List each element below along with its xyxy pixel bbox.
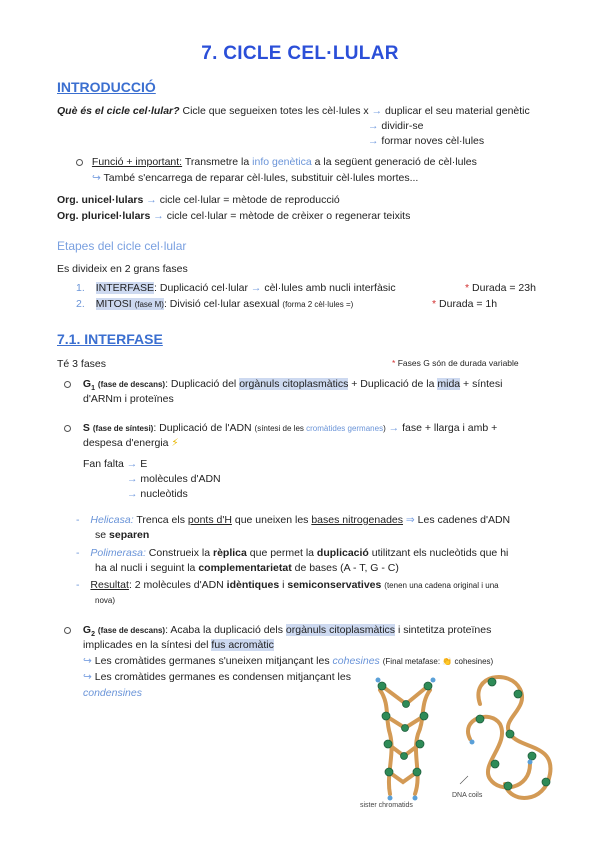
g1-text-c: + síntesi <box>463 378 503 390</box>
intro-item-row <box>368 119 423 133</box>
needs-label: Fan falta <box>83 458 124 470</box>
helicasa-underline: ponts d'H <box>187 514 232 526</box>
chromatid-node <box>402 725 409 732</box>
return-arrow-icon: ↪ <box>83 655 92 667</box>
dna-node <box>528 752 536 760</box>
question-label: Què és el cicle cel·lular? <box>57 105 180 117</box>
stages-intro: Es divideix en 2 grans fases <box>57 263 188 275</box>
s-small-note <box>255 424 386 433</box>
g2-line-4-text: Les cromàtides germanes es condensen mitjançant les <box>94 671 351 683</box>
function-text-end: a la següent generació de cèl·lules <box>314 156 477 168</box>
g2-text-b: i sintetitza proteïnes <box>397 624 492 636</box>
stage-text: : Duplicació cel·lular <box>154 282 248 294</box>
circle-bullet-icon <box>64 381 71 388</box>
stage-text: : Divisió cel·lular asexual <box>163 298 280 310</box>
function-also <box>92 171 418 185</box>
s-text: : Duplicació de l'ADN <box>153 422 252 434</box>
pluricellular-text: cicle cel·lular = mètode de crèixer o regenerar teixits <box>166 210 411 222</box>
needs-row <box>127 472 221 486</box>
needs-item: nucleòtids <box>140 488 188 500</box>
resultat-bold: idèntiques <box>226 579 280 591</box>
circle-bullet-icon <box>64 627 71 634</box>
dna-label-pointer <box>460 776 468 784</box>
unicellular-text: cicle cel·lular = mètode de reproducció <box>159 194 340 206</box>
g1-highlight: orgànuls citoplasmàtics <box>239 378 349 390</box>
polimerasa-label: Polimerasa: <box>90 547 146 559</box>
s-letter: S <box>82 422 90 434</box>
stage-result: cèl·lules amb nucli interfàsic <box>264 282 396 294</box>
dna-node <box>542 778 550 786</box>
dna-node <box>476 715 484 723</box>
s-line <box>64 421 497 436</box>
chromatid-node <box>385 768 393 776</box>
arrow-icon: → <box>127 488 138 500</box>
dna-coil-2 <box>468 717 530 788</box>
return-arrow-icon: ↪ <box>92 172 101 184</box>
polimerasa-bold-2: duplicació <box>316 547 369 559</box>
stages-heading: Etapes del cicle cel·lular <box>57 239 187 253</box>
resultat-text: : 2 molècules d'ADN <box>128 579 224 591</box>
asterisk-icon: * <box>465 282 470 294</box>
helicasa-line-2b: separen <box>109 529 150 541</box>
return-arrow-icon: ↪ <box>83 671 92 683</box>
arrow-icon: → <box>371 105 383 117</box>
function-also-text: També s'encarrega de reparar cèl·lules, substituir cèl·lules mortes... <box>103 172 419 184</box>
resultat-bold-2: semiconservatives <box>287 579 382 591</box>
dash-bullet-icon: - <box>76 514 80 526</box>
polimerasa-line <box>76 546 508 560</box>
g2-line-5: condensines <box>83 687 142 699</box>
arrow-icon: → <box>368 135 379 147</box>
dash-bullet-icon: - <box>76 547 80 559</box>
g1-letter: G <box>82 378 92 390</box>
chromatid-node <box>416 740 424 748</box>
sister-chromatids-label: sister chromatids <box>360 802 413 809</box>
g1-sub: 1 <box>91 385 95 393</box>
chromatid-node <box>424 682 432 690</box>
s-small-b: cromàtides germanes <box>306 424 384 433</box>
polimerasa-text-b: que permet la <box>249 547 314 559</box>
helicasa-text-c: Les cadenes d'ADN <box>417 514 511 526</box>
arrow-icon: → <box>388 422 400 434</box>
chromatid-tip <box>388 796 393 801</box>
resultat-text-b: i <box>282 579 285 591</box>
dna-tip <box>470 740 475 745</box>
dna-node <box>504 782 512 790</box>
g2-small: (fase de descans) <box>97 626 166 635</box>
arrow-icon: → <box>250 282 262 294</box>
resultat-line <box>76 578 499 593</box>
resultat-line-2: nova) <box>95 596 116 605</box>
function-text: Transmetre la <box>184 156 250 168</box>
arrow-icon: → <box>126 458 138 470</box>
chromatid-node <box>413 768 421 776</box>
stage-duration-1 <box>465 281 536 295</box>
g2-highlight: orgànuls citoplasmàtics <box>285 624 396 636</box>
polimerasa-line-2c: de bases (A - T, G - C) <box>294 562 399 574</box>
polimerasa-bold: rèplica <box>213 547 247 559</box>
stage-name-small: (fase M) <box>134 300 164 309</box>
g1-small: (fase de descans) <box>97 380 166 389</box>
s-label <box>83 422 153 434</box>
s-small-c: ) <box>383 424 386 433</box>
g2-line-2a: implicades en la síntesi del <box>83 639 209 651</box>
clapping-hands-icon: 👏 <box>442 657 453 666</box>
polimerasa-text-c: utilitzant els nucleòtids que hi <box>371 547 509 559</box>
lightning-icon: ⚡ <box>171 437 179 449</box>
g2-label <box>82 624 166 639</box>
needs-item: E <box>140 458 148 470</box>
intro-question <box>57 104 530 118</box>
g2-line-4 <box>83 670 351 684</box>
interfase-note <box>392 358 519 368</box>
circle-bullet-icon <box>76 159 83 166</box>
s-small-a: (síntesi de les <box>254 424 304 433</box>
g1-text-b: + Duplicació de la <box>351 378 435 390</box>
stage-duration: Durada = 23h <box>472 282 536 294</box>
dash-bullet-icon: - <box>76 579 80 591</box>
stage-name-box <box>96 298 164 310</box>
intro-item-row <box>368 134 484 148</box>
dna-node <box>491 760 499 768</box>
arrow-icon: → <box>127 473 138 485</box>
g2-line-2-highlight: fus acromàtic <box>211 639 274 651</box>
interfase-intro: Té 3 fases <box>57 358 107 370</box>
dna-node <box>506 730 514 738</box>
needs-line <box>83 457 147 471</box>
chromatid-node <box>382 712 390 720</box>
g2-text: : Acaba la duplicació dels <box>165 624 283 636</box>
dna-node <box>514 690 522 698</box>
stage-name: MITOSI <box>95 298 132 310</box>
function-label: Funció + important: <box>91 156 183 168</box>
chromatid-node <box>401 753 408 760</box>
needs-row <box>127 487 188 501</box>
polimerasa-text: Construeix la <box>148 547 211 559</box>
chromatid-node <box>384 740 392 748</box>
stage-duration-2 <box>432 297 497 311</box>
dna-coils-label: DNA coils <box>452 792 483 799</box>
function-highlight: info genètica <box>252 156 312 168</box>
chromatid-tip <box>376 678 381 683</box>
chromatid-tip <box>431 678 436 683</box>
unicellular-label: Org. unicel·lulars <box>57 194 144 206</box>
stage-number: 1. <box>76 282 85 294</box>
pluricellular-line <box>57 209 410 223</box>
helicasa-underline-2: bases nitrogenades <box>311 514 403 526</box>
resultat-label: Resultat <box>90 579 129 591</box>
g1-text: : Duplicació del <box>165 378 237 390</box>
s-line-2-text: despesa d'energia <box>83 437 169 449</box>
helicasa-text-b: que uneixen les <box>234 514 309 526</box>
chromatid-node <box>403 701 410 708</box>
g2-letter: G <box>82 624 92 636</box>
helicasa-line-2a: se <box>95 529 107 541</box>
stage-name: INTERFASE <box>95 282 155 294</box>
asterisk-icon: * <box>432 298 437 310</box>
arrow-icon: → <box>153 210 164 222</box>
interfase-note-text: Fases G són de durada variable <box>397 358 519 368</box>
page-title: 7. CICLE CEL·LULAR <box>201 43 399 64</box>
double-arrow-icon: ⇒ <box>405 514 415 526</box>
dna-tip <box>528 760 533 765</box>
intro-heading: INTRODUCCIÓ <box>57 79 156 95</box>
g2-line-3-small: (Final metafase: <box>382 657 441 666</box>
chromatid-tip <box>413 796 418 801</box>
function-line <box>76 155 477 169</box>
stage-item-1 <box>76 281 396 295</box>
interfase-heading: 7.1. INTERFASE <box>57 331 163 347</box>
helicasa-line-2 <box>95 528 149 542</box>
arrow-icon: → <box>146 194 157 206</box>
arrow-icon: → <box>368 120 379 132</box>
resultat-small: (tenen una cadena original i una <box>384 581 499 590</box>
g2-line-3-italic: cohesines <box>332 655 380 667</box>
helicasa-text: Trenca els <box>136 514 185 526</box>
s-line-2 <box>83 436 179 450</box>
helicasa-label: Helicasa: <box>90 514 134 526</box>
polimerasa-line-2a: ha al nucli i seguint la <box>95 562 196 574</box>
asterisk-icon: * <box>392 358 396 368</box>
needs-item: molècules d'ADN <box>140 473 221 485</box>
stage-duration: Durada = 1h <box>439 298 498 310</box>
stage-number: 2. <box>76 298 85 310</box>
g2-line-3a: Les cromàtides germanes s'uneixen mitjançant les <box>94 655 330 667</box>
g2-line-3-end: cohesines) <box>454 657 494 666</box>
unicellular-line <box>57 193 340 207</box>
circle-bullet-icon <box>64 425 71 432</box>
chromatid-link <box>389 772 417 782</box>
g2-line-2 <box>83 638 274 652</box>
intro-item-2: dividir-se <box>381 120 424 132</box>
question-text: Cicle que segueixen totes les cèl·lules x <box>182 105 369 117</box>
g2-sub: 2 <box>91 631 95 639</box>
polimerasa-line-2 <box>95 561 399 575</box>
chromatid-node <box>378 682 386 690</box>
chromatid-node <box>420 712 428 720</box>
dna-node <box>488 678 496 686</box>
stage-item-2 <box>76 297 353 312</box>
g1-highlight-2: mida <box>437 378 461 390</box>
intro-item-3: formar noves cèl·lules <box>381 135 485 147</box>
polimerasa-line-2b: complementarietat <box>198 562 292 574</box>
g1-label <box>82 378 166 393</box>
stage-small-note: (forma 2 cèl·lules =) <box>282 300 354 309</box>
pluricellular-label: Org. pluricel·lulars <box>57 210 151 222</box>
intro-item-1: duplicar el seu material genètic <box>385 105 530 117</box>
s-small: (fase de síntesi) <box>92 424 154 433</box>
s-text-b: fase + llarga i amb + <box>402 422 498 434</box>
chromatid-figure <box>360 664 560 816</box>
helicasa-line <box>76 513 510 527</box>
g1-line-2: d'ARNm i proteïnes <box>83 393 174 405</box>
